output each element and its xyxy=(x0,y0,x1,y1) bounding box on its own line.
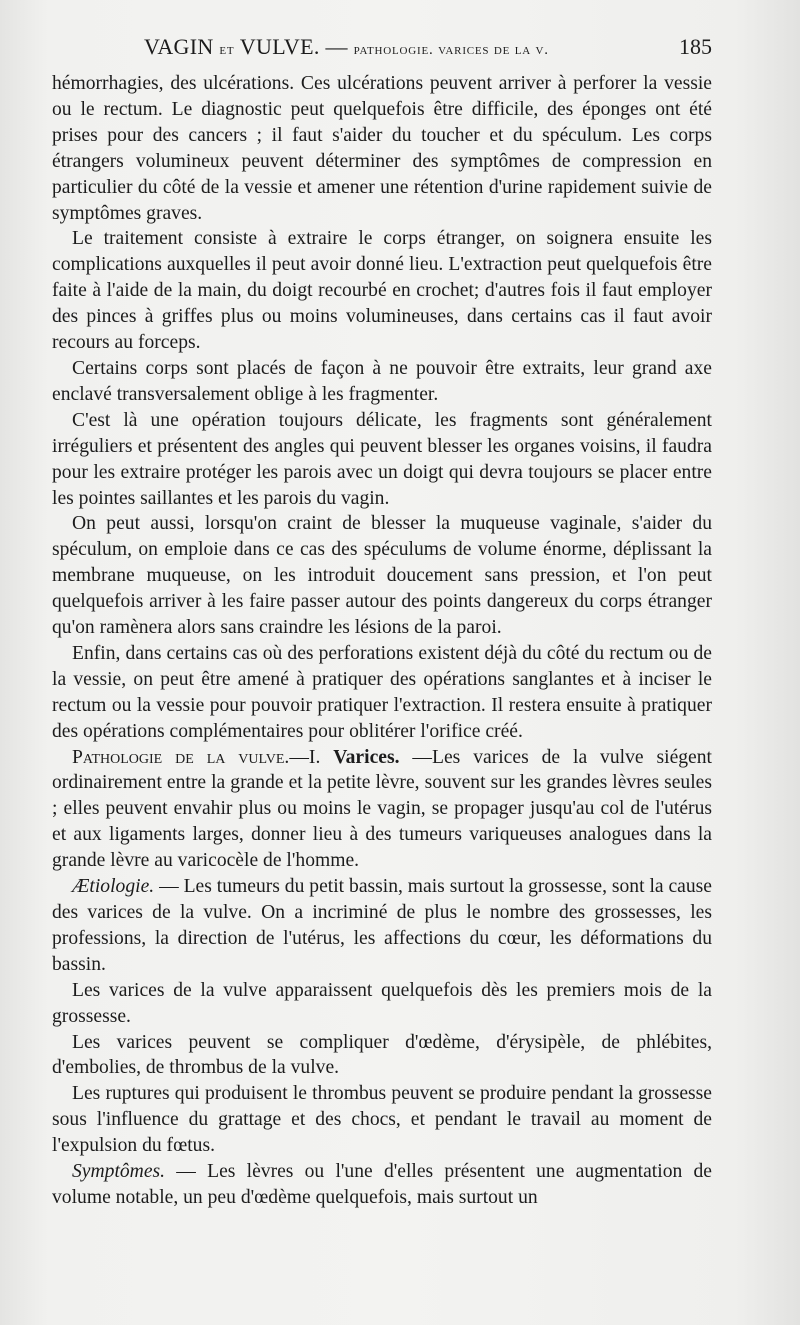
paragraph-etiology xyxy=(52,874,712,978)
etiology-text: Les tumeurs du petit bassin, mais surtout la grossesse, sont la cause des varices de la vulve. On a incriminé de plus le nombre des grossesses, les professions, la direction de l'utérus, les affections du cœur, les déformations du bassin. xyxy=(52,876,712,975)
running-header xyxy=(52,34,712,64)
title-vulve: VULVE. xyxy=(239,34,320,59)
section-number: I. xyxy=(308,746,321,768)
section-label: Pathologie de la vulve. xyxy=(72,746,290,768)
paragraph-perforations: Enfin, dans certains cas où des perforations existent déjà du côté du rectum ou de la vessie, on peut être amené à pratiquer des opérations sanglantes et à inciser le rectum ou la vessie pour pouvoir pratiquer l'extraction. Il restera ensuite à pratiquer des opérations complémentaires pour oblitérer l'orifice créé. xyxy=(52,642,712,742)
paragraph-continued: hémorrhagies, des ulcérations. Ces ulcérations peuvent arriver à perforer la vessie ou le rectum. Le diagnostic peut quelquefois être difficile, des éponges ont été prises pour des cancers ; il faut s'aider du toucher et du spéculum. Les corps étrangers volumineux peuvent déterminer des symptômes de compression en particulier du côté de la vessie et amener une rétention d'urine rapidement suivie de symptômes graves. xyxy=(52,73,712,224)
paragraph-delicate-operation: C'est là une opération toujours délicate, les fragments sont généralement irréguliers et présentent des angles qui peuvent blesser les organes voisins, il faudra pour les extraire protéger les parois avec un doigt qui devra toujours se placer entre les pointes saillantes et les parois du vagin. xyxy=(52,409,712,509)
running-title xyxy=(144,34,549,60)
section-dash-2: — xyxy=(412,746,433,768)
title-dash: — xyxy=(325,34,348,59)
paragraph-onset: Les varices de la vulve apparaissent quelquefois dès les premiers mois de la grossesse. xyxy=(52,979,712,1027)
section-title-varices: Varices. xyxy=(333,746,400,768)
paragraph-complications: Les varices peuvent se compliquer d'œdème, d'érysipèle, de phlébites, d'embolies, de thrombus de la vulve. xyxy=(52,1031,712,1079)
paragraph-speculum: On peut aussi, lorsqu'on craint de blesser la muqueuse vaginale, s'aider du spéculum, on emploie dans ce cas des spéculums de volume énorme, déplissant la membrane muqueuse, on les introduit doucement sans pression, et l'on peut quelquefois arriver à les faire passer autour des points dangereux du corps étranger qu'on ramènera alors sans craindre les lésions de la paroi. xyxy=(52,513,712,639)
title-et: et xyxy=(219,42,235,58)
section-varices xyxy=(52,745,712,875)
etiology-label: Ætiologie. xyxy=(72,876,155,898)
title-vagin: VAGIN xyxy=(144,34,214,59)
etiology-dash: — xyxy=(159,876,179,898)
page-number: 185 xyxy=(679,34,712,59)
paragraph-fragmentation: Certains corps sont placés de façon à ne pouvoir être extraits, leur grand axe enclavé transversalement oblige à les fragmenter. xyxy=(52,357,712,405)
section-text: Les varices de la vulve siégent ordinairement entre la grande et la petite lèvre, souvent sur les grandes lèvres seules ; elles peuvent envahir plus ou moins le vagin, se propager jusqu'au col de l'utérus et aux ligaments larges, donner lieu à des tumeurs variqueuses analogues dans la grande lèvre au varicocèle de l'homme. xyxy=(52,746,712,872)
body-text xyxy=(52,71,712,1211)
symptoms-dash: — xyxy=(176,1161,196,1183)
symptoms-label: Symptômes. xyxy=(72,1161,166,1183)
paragraph-ruptures: Les ruptures qui produisent le thrombus peuvent se produire pendant la grossesse sous l'influence du grattage et des chocs, et pendant le travail au moment de l'expulsion du fœtus. xyxy=(52,1083,712,1157)
paragraph-treatment: Le traitement consiste à extraire le corps étranger, on soignera ensuite les complications auxquelles il peut avoir donné lieu. L'extraction peut quelquefois être faite à l'aide de la main, du doigt recourbé en crochet; d'autres fois il faut employer des pinces à griffes plus ou moins volumineuses, dans certains cas il faut avoir recours au forceps. xyxy=(52,228,712,354)
section-dash: — xyxy=(289,746,309,768)
paragraph-symptoms xyxy=(52,1159,712,1211)
section-title: pathologie. varices de la v. xyxy=(353,42,549,58)
symptoms-text: Les lèvres ou l'une d'elles présentent une augmentation de volume notable, un peu d'œdème quelquefois, mais surtout un xyxy=(52,1161,713,1208)
